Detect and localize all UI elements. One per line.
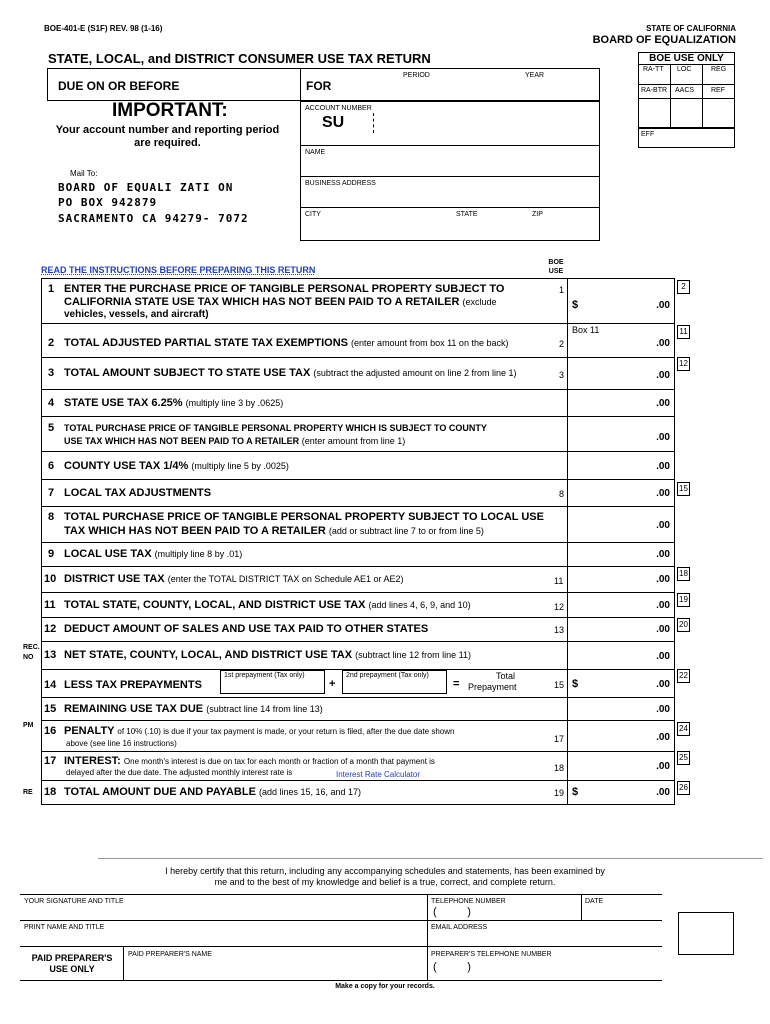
line-13-text (64, 649, 471, 661)
side-box-19: 19 (677, 593, 690, 607)
line-16-number: 16 (44, 725, 57, 737)
line-6-cents: .00 (656, 461, 670, 472)
line-15-cents: .00 (656, 704, 670, 715)
email-field[interactable] (431, 932, 659, 945)
line-18-amount-field[interactable] (582, 783, 630, 801)
line-5-text-b-main: USE TAX WHICH HAS NOT BEEN PAID TO A RETAILER (64, 436, 300, 446)
line-18-dollar: $ (572, 786, 579, 798)
certify-line-1: I hereby certify that this return, including any accompanying schedules and statements, has been examined by (165, 866, 605, 876)
mail-line-1: BOARD OF EQUALI ZATI ON (58, 181, 234, 194)
line-17-text-main: INTEREST: (64, 755, 121, 767)
line-13-text-main: NET STATE, COUNTY, LOCAL, AND DISTRICT USE TAX (64, 649, 353, 661)
for-label: FOR (306, 79, 332, 93)
boe-use-label: BOE USE (548, 259, 564, 275)
line-16-note-2: above (see line 16 instructions) (66, 739, 177, 748)
line-10-boe-num: 11 (554, 576, 564, 586)
ra-btr-label: RA-BTR (641, 87, 668, 94)
line-14-dollar: $ (572, 678, 579, 690)
line-15-amount-field[interactable] (575, 700, 630, 718)
line-1-cents: .00 (656, 300, 670, 311)
line-2-note: (enter amount from box 11 on the back) (351, 338, 509, 348)
line-18-cents: .00 (656, 787, 670, 798)
line-3-note: (subtract the adjusted amount on line 2 from line 1) (313, 368, 517, 378)
prepayment-label: Prepayment (468, 682, 517, 692)
line-11-boe-num: 12 (554, 602, 565, 612)
line-10-cents: .00 (656, 574, 670, 585)
side-box-11: 11 (677, 325, 690, 339)
line-9-note: (multiply line 8 by .01) (154, 549, 243, 559)
footer-note: Make a copy for your records. (335, 983, 435, 990)
line-13-amount-field[interactable] (575, 647, 630, 665)
name-label: NAME (305, 149, 326, 156)
line-14-amount-field[interactable] (582, 675, 630, 693)
line-8-text-b (64, 525, 484, 537)
state-label: STATE OF CALIFORNIA (646, 24, 736, 33)
state-field-label: STATE (456, 211, 478, 218)
line-1-number: 1 (48, 283, 55, 295)
prepayment-plus: + (329, 678, 336, 690)
line-17-note: One month's interest is due on tax for each month or fraction of a month that payment is (123, 757, 435, 766)
line-6-number: 6 (48, 460, 55, 472)
line-10-note: (enter the TOTAL DISTRICT TAX on Schedule AE1 or AE2) (167, 574, 404, 584)
prepayment-2-label: 2nd prepayment (Tax only) (346, 672, 429, 679)
rec-no-label: REC. NO (23, 644, 40, 661)
side-box-25: 25 (677, 751, 690, 765)
certify-line-2: me and to the best of my knowledge and belief is a true, correct, and complete return. (214, 877, 556, 887)
line-7-number: 7 (48, 487, 55, 499)
preparer-phone-field[interactable]: ( ) (433, 961, 471, 973)
line-3-cents: .00 (656, 370, 670, 381)
line-10-text (64, 573, 403, 585)
line-16-boe-num: 17 (554, 734, 565, 744)
boe-use-only-title: BOE USE ONLY (649, 53, 724, 64)
side-box-2: 2 (677, 280, 690, 294)
line-6-text-main: COUNTY USE TAX 1/4% (64, 460, 189, 472)
line-17-number: 17 (44, 755, 57, 767)
email-label: EMAIL ADDRESS (431, 924, 488, 931)
line-4-text (64, 397, 283, 409)
line-8-amount-field[interactable] (575, 516, 630, 534)
line-18-note: (add lines 15, 16, and 17) (258, 787, 362, 797)
line-11-text (64, 599, 471, 611)
line-17-cents: .00 (656, 761, 670, 772)
line-18-number: 18 (44, 786, 57, 798)
important-text-1: Your account number and reporting period (55, 124, 280, 136)
line-17-text (64, 755, 435, 767)
line-1-boe-num: 1 (559, 285, 565, 295)
account-number-label: ACCOUNT NUMBER (305, 105, 372, 112)
line-7-cents: .00 (656, 488, 670, 499)
line-3-text-main: TOTAL AMOUNT SUBJECT TO STATE USE TAX (64, 367, 311, 379)
period-field[interactable] (440, 82, 500, 98)
office-stamp-box (678, 912, 734, 955)
line-4-amount-field[interactable] (575, 394, 630, 412)
line-8-note: (add or subtract line 7 to or from line 5) (328, 526, 484, 536)
line-15-text-main: REMAINING USE TAX DUE (64, 703, 204, 715)
side-box-18: 18 (677, 567, 690, 581)
line-8-number: 8 (48, 511, 55, 523)
mail-line-2: PO BOX 942879 (58, 196, 158, 209)
line-4-text-main: STATE USE TAX 6.25% (64, 397, 183, 409)
line-15-number: 15 (44, 703, 57, 715)
line-16-text (64, 725, 454, 737)
city-label: CITY (305, 211, 321, 218)
due-label: DUE ON OR BEFORE (58, 79, 180, 93)
line-13-cents: .00 (656, 651, 670, 662)
line-6-amount-field[interactable] (575, 457, 630, 475)
account-number-field[interactable] (378, 113, 578, 135)
zip-label: ZIP (532, 211, 543, 218)
side-box-24: 24 (677, 722, 690, 736)
line-12-text: DEDUCT AMOUNT OF SALES AND USE TAX PAID TO OTHER STATES (64, 623, 429, 635)
form-id: BOE-401-E (S1F) REV. 98 (1-16) (44, 24, 163, 33)
line-5-text-a: TOTAL PURCHASE PRICE OF TANGIBLE PERSONAL PROPERTY WHICH IS SUBJECT TO COUNTY (64, 423, 487, 433)
line-5-note: (enter amount from line 1) (301, 436, 406, 446)
loc-label: LOC (677, 66, 692, 73)
line-18-boe-num: 19 (554, 788, 565, 798)
important-text-2: are required. (134, 137, 201, 149)
line-16-text-main: PENALTY (64, 725, 115, 737)
line-15-text (64, 703, 323, 715)
line-12-number: 12 (44, 623, 57, 635)
line-14-boe-num: 15 (554, 680, 565, 690)
line-2-number: 2 (48, 337, 55, 349)
line-3-text (64, 367, 516, 379)
mail-line-3: SACRAMENTO CA 94279- 7072 (58, 212, 249, 225)
interest-rate-calculator-link[interactable]: Interest Rate Calculator (336, 770, 421, 779)
line-3-boe-num: 3 (559, 370, 565, 380)
board-title: BOARD OF EQUALIZATION (592, 34, 736, 46)
line-18-text-main: TOTAL AMOUNT DUE AND PAYABLE (64, 786, 256, 798)
reg-label: REG (711, 66, 727, 73)
signature-field[interactable] (24, 906, 424, 919)
line-16-amount-field[interactable] (575, 728, 630, 746)
line-4-cents: .00 (656, 398, 670, 409)
line-11-number: 11 (44, 599, 56, 611)
line-15-note: (subtract line 14 from line 13) (206, 704, 323, 714)
aacs-label: AACS (675, 87, 695, 94)
line-1-text-c: vehicles, vessels, and aircraft) (64, 309, 209, 320)
telephone-field[interactable]: ( ) (433, 906, 471, 918)
side-box-22: 22 (677, 669, 690, 683)
print-name-label: PRINT NAME AND TITLE (24, 924, 105, 931)
signature-label: YOUR SIGNATURE AND TITLE (24, 898, 124, 905)
important-title: IMPORTANT: (112, 100, 228, 121)
line-10-number: 10 (44, 573, 57, 585)
line-1-text-b (64, 296, 496, 308)
line-9-text (64, 548, 242, 560)
account-prefix: SU (322, 114, 345, 131)
date-field[interactable] (585, 906, 660, 919)
line-7-amount-field[interactable] (575, 484, 630, 502)
line-13-number: 13 (44, 649, 57, 661)
line-16-note: of 10% (.10) is due if your tax payment is made, or your return is filed, after the due date shown (117, 727, 455, 736)
line-8-cents: .00 (656, 520, 670, 531)
line-6-note: (multiply line 5 by .0025) (191, 461, 289, 471)
line-13-note: (subtract line 12 from line 11) (355, 650, 471, 660)
line-3-number: 3 (48, 367, 55, 379)
line-12-cents: .00 (656, 624, 670, 635)
line-2-amount-field[interactable] (575, 336, 630, 354)
year-label: YEAR (525, 72, 545, 79)
line-14-text: LESS TAX PREPAYMENTS (64, 679, 202, 691)
line-11-amount-field[interactable] (575, 596, 630, 614)
line-8-text-b-main: TAX WHICH HAS NOT BEEN PAID TO A RETAILER (64, 525, 326, 537)
print-name-field[interactable] (24, 932, 424, 945)
line-1-text-b-note: (exclude (462, 297, 497, 307)
business-address-label: BUSINESS ADDRESS (305, 180, 376, 187)
line-2-cents: .00 (656, 338, 670, 349)
line-2-text-main: TOTAL ADJUSTED PARTIAL STATE TAX EXEMPTIONS (64, 337, 348, 349)
line-10-text-main: DISTRICT USE TAX (64, 573, 165, 585)
form-title: STATE, LOCAL, and DISTRICT CONSUMER USE TAX RETURN (48, 51, 431, 66)
line-11-cents: .00 (656, 600, 670, 611)
period-label: PERIOD (403, 72, 430, 79)
line-5-number: 5 (48, 422, 55, 434)
ref-label: REF (711, 87, 725, 94)
line-6-text (64, 460, 289, 472)
preparer-name-label: PAID PREPARER'S NAME (128, 951, 212, 958)
date-label: DATE (585, 898, 604, 905)
line-7-boe-num: 8 (559, 489, 565, 499)
line-8-text-a: TOTAL PURCHASE PRICE OF TANGIBLE PERSONAL PROPERTY SUBJECT TO LOCAL USE (64, 511, 544, 523)
line-17-amount-field[interactable] (575, 757, 630, 775)
total-label: Total (496, 671, 516, 681)
prepayment-equals: = (453, 678, 460, 690)
preparer-phone-label: PREPARER'S TELEPHONE NUMBER (431, 951, 552, 958)
line-9-amount-field[interactable] (575, 545, 630, 563)
instructions-link[interactable]: READ THE INSTRUCTIONS BEFORE PREPARING THIS RETURN (41, 265, 316, 275)
ra-tt-label: RA-TT (643, 66, 664, 73)
line-5-cents: .00 (656, 432, 670, 443)
side-box-26: 26 (677, 781, 690, 795)
line-2-boe-num: 2 (559, 339, 565, 349)
mail-to-label: Mail To: (70, 169, 98, 178)
line-14-number: 14 (44, 679, 57, 691)
line-5-amount-field[interactable] (575, 428, 630, 446)
box-11-label: Box 11 (572, 325, 600, 335)
line-4-note: (multiply line 3 by .0625) (185, 398, 284, 408)
line-12-boe-num: 13 (554, 625, 565, 635)
line-1-text-b-main: CALIFORNIA STATE USE TAX WHICH HAS NOT BEEN PAID TO A RETAILER (64, 296, 460, 308)
account-separator (373, 113, 374, 133)
line-17-note-2: delayed after the due date. The adjusted monthly interest rate is (66, 768, 293, 777)
line-1-text-a: ENTER THE PURCHASE PRICE OF TANGIBLE PERSONAL PROPERTY SUBJECT TO (64, 283, 505, 295)
line-2-text (64, 337, 508, 349)
eff-label: EFF (641, 131, 655, 138)
telephone-label: TELEPHONE NUMBER (431, 898, 506, 905)
side-box-15: 15 (677, 482, 690, 496)
line-1-dollar: $ (572, 299, 579, 311)
line-5-text-b (64, 436, 405, 446)
line-17-boe-num: 18 (554, 763, 565, 773)
paid-preparer-label: PAID PREPARER'S USE ONLY (31, 953, 113, 974)
line-4-number: 4 (48, 397, 55, 409)
line-11-note: (add lines 4, 6, 9, and 10) (368, 600, 471, 610)
line-3-amount-field[interactable] (575, 366, 630, 384)
line-7-text: LOCAL TAX ADJUSTMENTS (64, 487, 212, 499)
preparer-name-field[interactable] (128, 960, 424, 978)
line-14-cents: .00 (656, 679, 670, 690)
line-11-text-main: TOTAL STATE, COUNTY, LOCAL, AND DISTRICT USE TAX (64, 599, 366, 611)
side-box-12: 12 (677, 357, 690, 371)
re-label: RE (23, 789, 33, 796)
line-18-text (64, 786, 361, 798)
pm-label: PM (23, 722, 34, 729)
line-12-amount-field[interactable] (575, 620, 630, 638)
side-box-20: 20 (677, 618, 690, 632)
line-9-text-main: LOCAL USE TAX (64, 548, 152, 560)
line-16-cents: .00 (656, 732, 670, 743)
line-1-amount-field[interactable] (582, 294, 632, 312)
line-10-amount-field[interactable] (575, 570, 630, 588)
line-9-number: 9 (48, 548, 55, 560)
prepayment-1-label: 1st prepayment (Tax only) (224, 672, 305, 679)
line-9-cents: .00 (656, 549, 670, 560)
